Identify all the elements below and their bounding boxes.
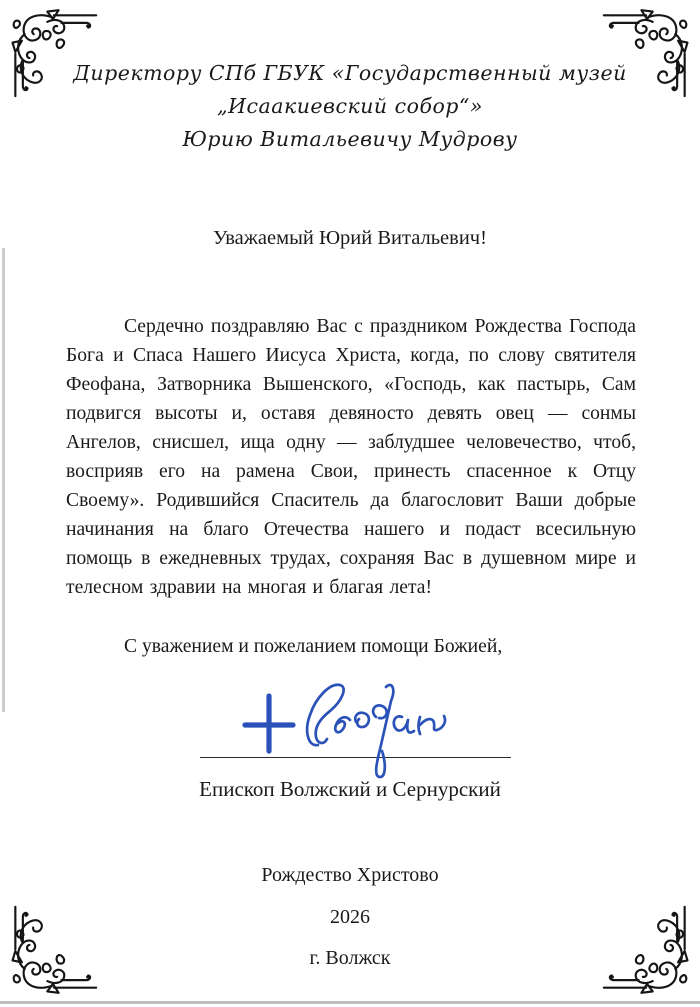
addressee-line-3: Юрию Витальевичу Мудрову — [182, 127, 518, 151]
signature-cross-icon — [245, 696, 293, 751]
letter-footer — [0, 864, 700, 970]
closing-line: С уважением и пожеланием помощи Божией, — [124, 636, 503, 657]
corner-ornament-bottom-right-icon — [601, 904, 695, 998]
page-edge-artifact-bottom — [0, 1001, 700, 1004]
signer-title: Епископ Волжский и Сернурский — [199, 777, 501, 801]
signature-block — [0, 670, 700, 770]
addressee-line-1: Директору СПб ГБУК «Государственный музей — [73, 61, 627, 85]
year: 2026 — [330, 906, 370, 928]
signature-name-script — [307, 685, 445, 777]
addressee-line-2: „Исаакиевский собор“» — [217, 94, 483, 118]
corner-ornament-top-left-icon — [5, 5, 99, 99]
corner-ornament-bottom-left-icon — [5, 904, 99, 998]
holiday-name: Рождество Христово — [261, 864, 439, 886]
salutation: Уважаемый Юрий Витальевич! — [213, 227, 487, 249]
city: г. Волжск — [309, 947, 391, 969]
corner-ornament-top-right-icon — [601, 5, 695, 99]
page-edge-artifact-left — [2, 248, 5, 712]
addressee-block — [0, 57, 700, 156]
handwritten-signature — [190, 665, 510, 795]
body-paragraph: Сердечно поздравляю Вас с праздником Рождества Господа Бога и Спаса Нашего Иисуса Христа, когда, по слову святителя Феофана, Затворника Вышенского, «Господь, как пастырь, Сам подвигся высоты и, оставя девяносто девять овец — сонмы Ангелов, снисшел, ища одну — заблудшее человечество, чтоб, восприяв его на рамена Свои, принесть спасенное к Отцу Своему». Родившийся Спаситель да благословит Ваши добрые начинания на благо Отечества нашего и подаст всесильную помощь в ежедневных трудах, сохраняя Вас в душевном мире и телесном здравии на многая и благая лета! — [66, 316, 636, 598]
